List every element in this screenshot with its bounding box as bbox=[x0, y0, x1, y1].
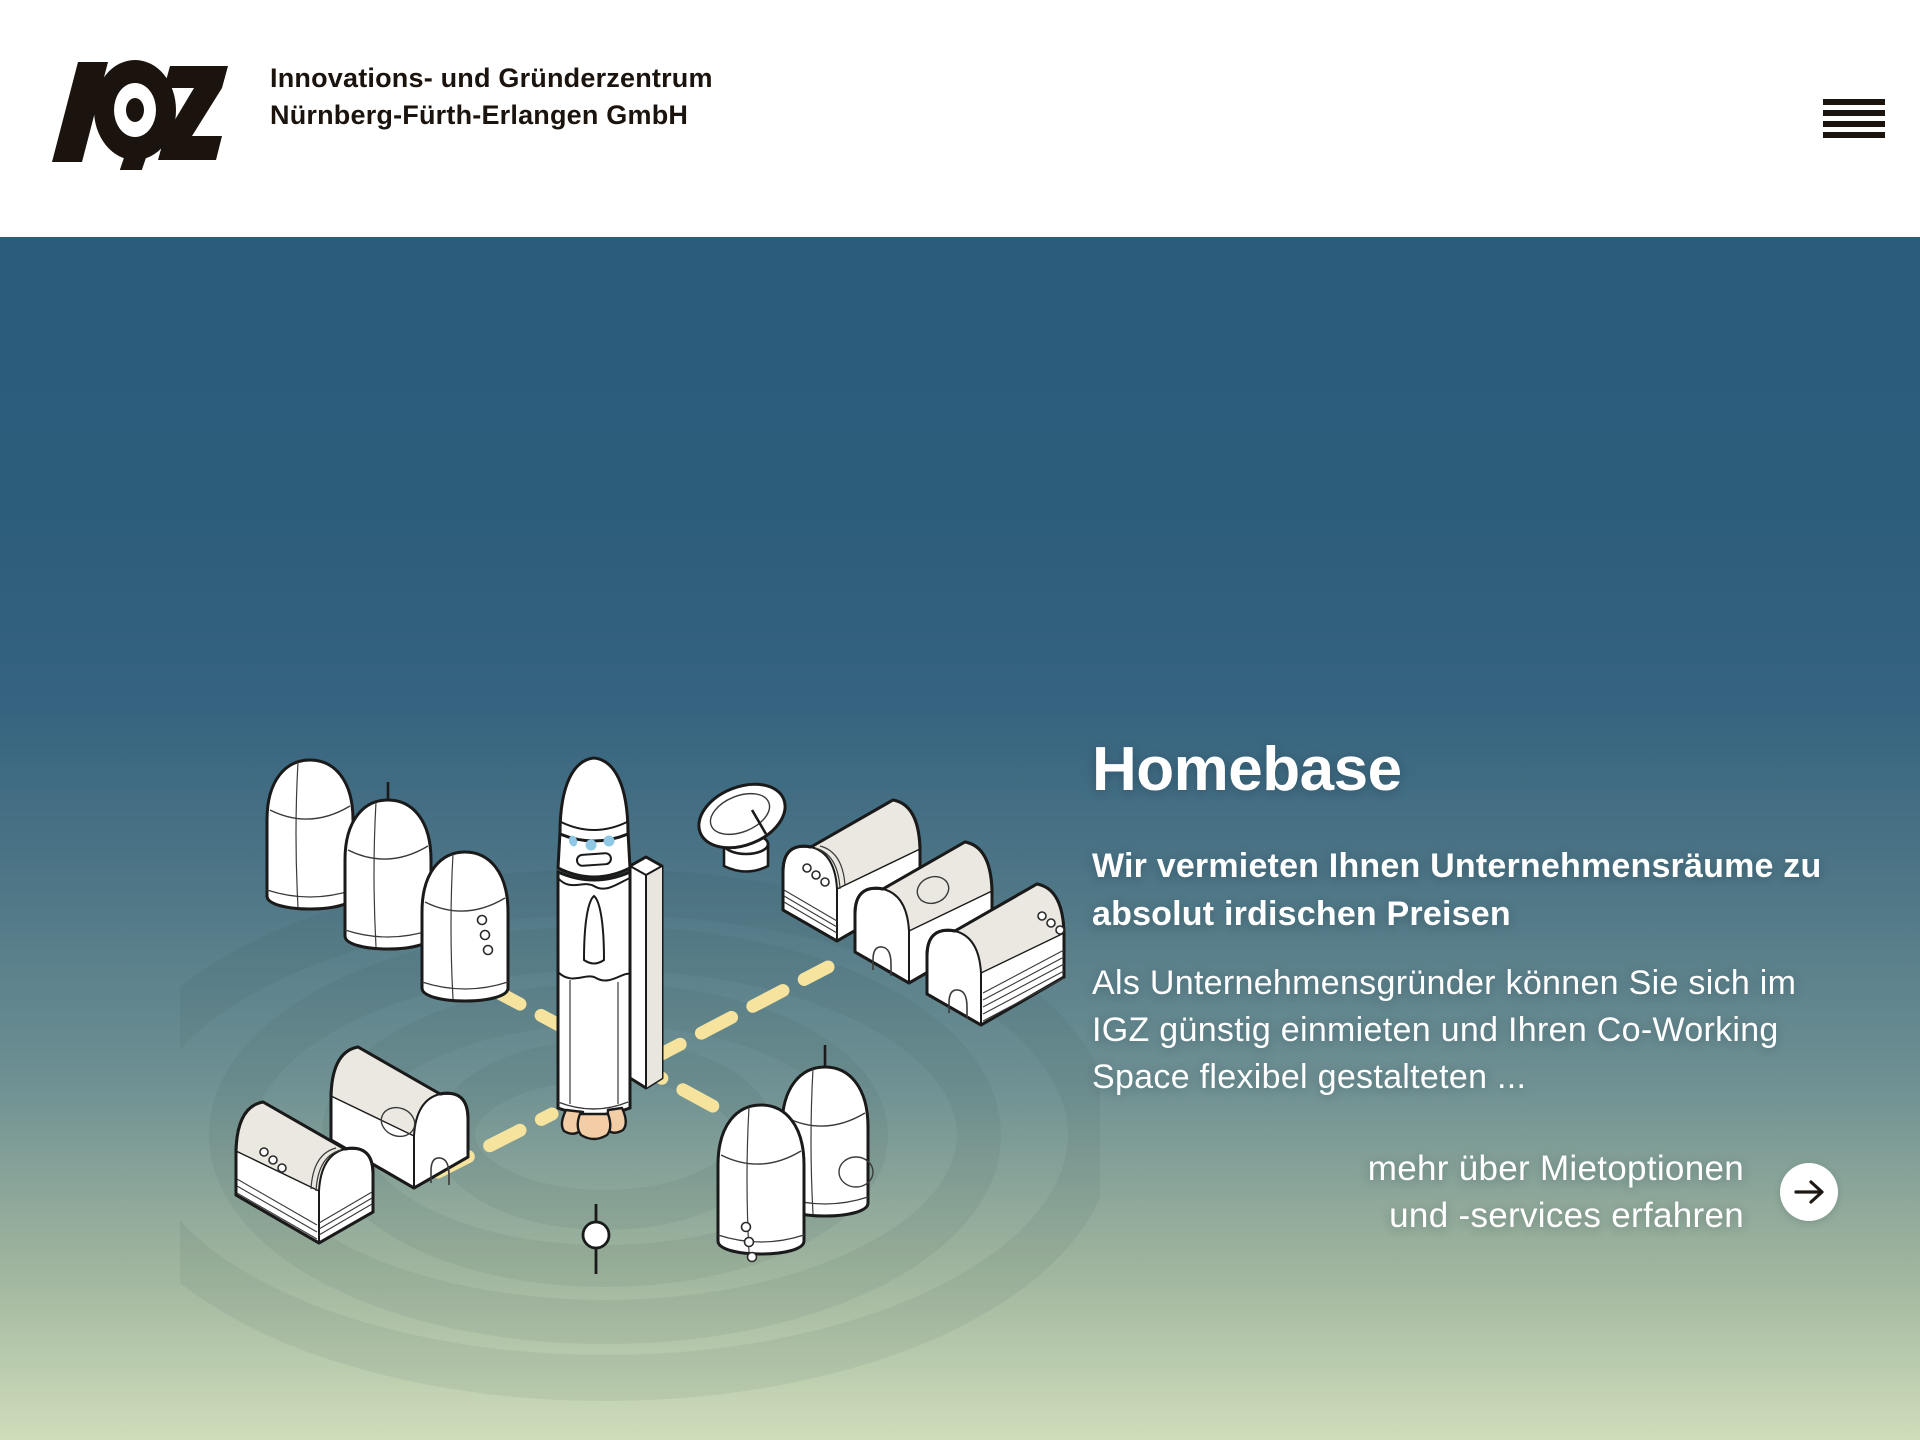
igz-logo[interactable] bbox=[38, 58, 230, 170]
hero-body-line3: Space flexibel gestalteten ... bbox=[1092, 1058, 1527, 1096]
rocket-window bbox=[604, 836, 615, 847]
satellite-dish bbox=[689, 772, 794, 871]
hero-subtitle bbox=[1092, 842, 1838, 938]
company-name-line1: Innovations- und Gründerzentrum bbox=[270, 63, 713, 93]
hero-section bbox=[0, 237, 1920, 1440]
rocket-illustration bbox=[558, 758, 630, 1139]
launch-tower bbox=[630, 857, 662, 1088]
cta-arrow-button[interactable] bbox=[1780, 1163, 1838, 1221]
rocket-vent bbox=[577, 853, 612, 866]
cta-link[interactable] bbox=[1368, 1145, 1744, 1239]
space-colony-illustration bbox=[180, 720, 1100, 1420]
hamburger-menu-icon[interactable] bbox=[1823, 99, 1885, 138]
company-name-line2: Nürnberg-Fürth-Erlangen GmbH bbox=[270, 100, 689, 130]
hero-subtitle-line1: Wir vermieten Ihnen Unternehmensräume zu bbox=[1092, 847, 1822, 885]
cta-link-line2: und -services erfahren bbox=[1389, 1196, 1744, 1235]
company-name bbox=[270, 60, 713, 134]
page-title: Homebase bbox=[1092, 735, 1402, 804]
cta-link-line1: mehr über Mietoptionen bbox=[1367, 1149, 1744, 1188]
hero-copy bbox=[1092, 735, 1838, 1239]
hero-body bbox=[1092, 960, 1838, 1101]
arrow-right-icon bbox=[1791, 1174, 1827, 1210]
site-header bbox=[0, 0, 1920, 237]
cta-row bbox=[1092, 1145, 1838, 1239]
hero-body-line1: Als Unternehmensgründer können Sie sich im bbox=[1092, 964, 1797, 1002]
hero-subtitle-line2: absolut irdischen Preisen bbox=[1092, 895, 1511, 933]
hero-body-line2: IGZ günstig einmieten und Ihren Co-Working bbox=[1092, 1011, 1779, 1049]
rocket-window bbox=[586, 840, 597, 851]
